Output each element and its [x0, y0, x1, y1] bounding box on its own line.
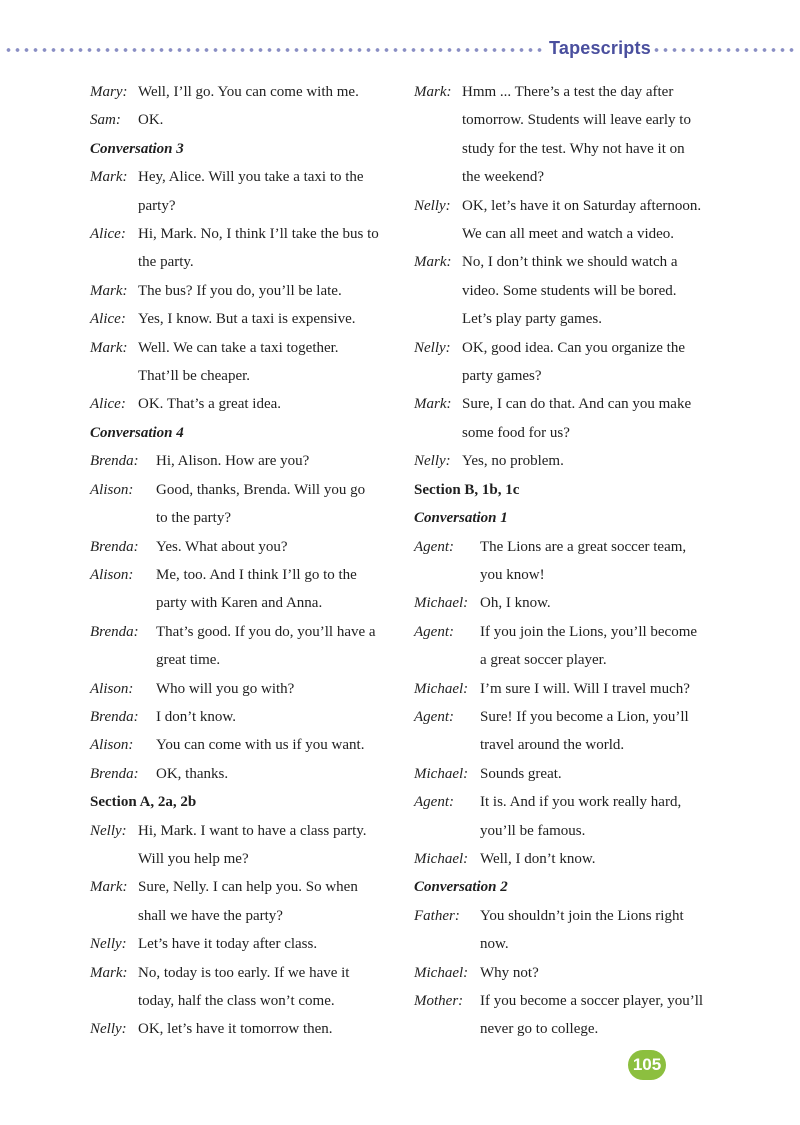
dialogue-text: never go to college.	[480, 1021, 599, 1038]
dialogue-line	[90, 504, 400, 532]
page-number-badge: 105	[628, 1050, 666, 1080]
dialogue-line	[414, 760, 724, 788]
dialogue-line	[414, 334, 724, 362]
dialogue-text: Hmm ... There’s a test the day after	[462, 84, 674, 100]
dialogue-line	[90, 703, 400, 731]
speaker-label: Mark:	[414, 396, 452, 413]
conversation-heading: Conversation 1	[414, 510, 508, 527]
dialogue-line	[414, 78, 724, 106]
speaker-label: Alice:	[90, 311, 126, 328]
dialogue-line	[414, 675, 724, 703]
dialogue-line	[90, 390, 400, 418]
dialogue-text: tomorrow. Students will leave early to	[462, 112, 691, 129]
dialogue-line	[414, 618, 724, 646]
dialogue-line	[90, 731, 400, 759]
right-column	[414, 78, 724, 1044]
dialogue-line	[90, 589, 400, 617]
section-heading: Section B, 1b, 1c	[414, 481, 520, 498]
dialogue-line	[90, 561, 400, 589]
speaker-label: Mark:	[414, 84, 452, 100]
dialogue-text: The bus? If you do, you’ll be late.	[138, 282, 342, 299]
dialogue-line	[90, 930, 400, 958]
dialogue-text: If you become a soccer player, you’ll	[480, 993, 704, 1009]
dialogue-text: Well, I’ll go. You can come with me.	[138, 84, 359, 100]
dialogue-text: study for the test. Why not have it on	[462, 140, 685, 157]
dialogue-text: That’ll be cheaper.	[138, 368, 251, 385]
speaker-label: Brenda:	[90, 623, 139, 640]
header-dotted-rule-left	[4, 47, 542, 53]
speaker-label: Alison:	[90, 737, 134, 754]
dialogue-text: You shouldn’t join the Lions right	[480, 907, 684, 924]
speaker-label: Nelly:	[414, 197, 451, 214]
dialogue-line	[90, 305, 400, 333]
dialogue-text: a great soccer player.	[480, 652, 607, 669]
dialogue-text: Sure! If you become a Lion, you’ll	[480, 708, 689, 725]
speaker-label: Nelly:	[90, 1021, 127, 1038]
dialogue-text: the weekend?	[462, 169, 545, 186]
conversation-heading: Conversation 4	[90, 424, 184, 441]
dialogue-line	[90, 845, 400, 873]
dialogue-text: Let’s have it today after class.	[138, 936, 318, 953]
dialogue-line	[414, 561, 724, 589]
dialogue-text: Yes, no problem.	[462, 453, 564, 470]
dialogue-line	[90, 78, 400, 106]
dialogue-line	[414, 390, 724, 418]
dialogue-text: today, half the class won’t come.	[138, 993, 335, 1009]
dialogue-text: OK.	[138, 112, 164, 129]
dialogue-line	[90, 902, 400, 930]
speaker-label: Alison:	[90, 481, 134, 498]
dialogue-text: It is. And if you work really hard,	[480, 794, 682, 811]
dialogue-text: Well. We can take a taxi together.	[138, 339, 339, 356]
dialogue-text: Let’s play party games.	[462, 311, 602, 328]
speaker-label: Brenda:	[90, 453, 139, 470]
speaker-label: Mark:	[90, 282, 128, 299]
speaker-label: Mother:	[414, 993, 464, 1009]
dialogue-line	[90, 476, 400, 504]
left-column	[90, 78, 400, 1044]
speaker-label: Agent:	[414, 708, 454, 725]
section-heading: Section A, 2a, 2b	[90, 794, 197, 811]
dialogue-text: OK, thanks.	[156, 765, 229, 782]
speaker-label: Nelly:	[414, 453, 451, 470]
speaker-label: Nelly:	[414, 339, 451, 356]
dialogue-text: party games?	[462, 368, 542, 385]
dialogue-text: Who will you go with?	[156, 680, 295, 697]
dialogue-line	[414, 277, 724, 305]
dialogue-text: The Lions are a great soccer team,	[480, 538, 687, 555]
dialogue-line	[414, 902, 724, 930]
speaker-label: Mary:	[90, 84, 128, 100]
dialogue-line	[90, 192, 400, 220]
speaker-label: Michael:	[414, 680, 469, 697]
dialogue-text: Hi, Mark. No, I think I’ll take the bus to	[138, 226, 379, 243]
dialogue-line	[414, 419, 724, 447]
dialogue-text: Good, thanks, Brenda. Will you go	[156, 481, 366, 498]
speaker-label: Alice:	[90, 396, 126, 413]
dialogue-line	[414, 106, 724, 134]
dialogue-text: Me, too. And I think I’ll go to the	[156, 566, 357, 583]
speaker-label: Mark:	[414, 254, 452, 271]
dialogue-text: We can all meet and watch a video.	[462, 226, 675, 243]
speaker-label: Father:	[414, 907, 460, 924]
dialogue-line	[90, 533, 400, 561]
dialogue-line	[90, 646, 400, 674]
speaker-label: Nelly:	[90, 936, 127, 953]
dialogue-text: now.	[480, 936, 509, 953]
speaker-label: Agent:	[414, 538, 454, 555]
speaker-label: Michael:	[414, 765, 469, 782]
page-header	[0, 38, 800, 62]
dialogue-text: party?	[138, 197, 176, 214]
speaker-label: Mark:	[90, 964, 128, 981]
header-dotted-rule-right	[652, 47, 798, 53]
dialogue-line	[90, 447, 400, 475]
speaker-label: Alison:	[90, 680, 134, 697]
dialogue-line	[90, 106, 400, 134]
dialogue-text: party with Karen and Anna.	[156, 595, 323, 612]
conversation-heading: Conversation 3	[90, 140, 184, 157]
dialogue-text: Sounds great.	[480, 765, 562, 782]
dialogue-line	[414, 731, 724, 759]
dialogue-text: You can come with us if you want.	[156, 737, 365, 754]
speaker-label: Mark:	[90, 169, 128, 186]
dialogue-text: great time.	[156, 652, 221, 669]
dialogue-line	[90, 760, 400, 788]
dialogue-text: to the party?	[156, 510, 231, 527]
dialogue-line	[414, 987, 724, 1015]
dialogue-line	[414, 930, 724, 958]
dialogue-text: No, today is too early. If we have it	[138, 964, 350, 981]
dialogue-text: OK, good idea. Can you organize the	[462, 339, 686, 356]
dialogue-line	[414, 1015, 724, 1043]
header-title: Tapescripts	[549, 38, 651, 58]
dialogue-line	[90, 959, 400, 987]
dialogue-text: I’m sure I will. Will I travel much?	[480, 680, 690, 697]
speaker-label: Michael:	[414, 850, 469, 867]
dialogue-line	[414, 362, 724, 390]
dialogue-line	[414, 817, 724, 845]
dialogue-line	[90, 873, 400, 901]
dialogue-line	[414, 163, 724, 191]
dialogue-text: some food for us?	[462, 424, 570, 441]
speaker-label: Nelly:	[90, 822, 127, 839]
dialogue-text: shall we have the party?	[138, 907, 283, 924]
dialogue-text: If you join the Lions, you’ll become	[480, 623, 698, 640]
dialogue-text: OK, let’s have it tomorrow then.	[138, 1021, 333, 1038]
dialogue-line	[90, 163, 400, 191]
dialogue-text: Hi, Alison. How are you?	[156, 453, 310, 470]
dialogue-text: Oh, I know.	[480, 595, 551, 612]
dialogue-line	[90, 248, 400, 276]
speaker-label: Mark:	[90, 879, 128, 896]
dialogue-text: I don’t know.	[156, 708, 236, 725]
speaker-label: Brenda:	[90, 708, 139, 725]
dialogue-text: the party.	[138, 254, 194, 271]
speaker-label: Michael:	[414, 964, 469, 981]
dialogue-text: Hi, Mark. I want to have a class party.	[138, 822, 367, 839]
speaker-label: Brenda:	[90, 765, 139, 782]
dialogue-line	[414, 305, 724, 333]
dialogue-text: That’s good. If you do, you’ll have a	[156, 623, 376, 640]
dialogue-text: OK, let’s have it on Saturday afternoon.	[462, 197, 702, 214]
dialogue-line	[414, 788, 724, 816]
dialogue-line	[414, 845, 724, 873]
dialogue-text: video. Some students will be bored.	[462, 282, 677, 299]
dialogue-text: Why not?	[480, 964, 539, 981]
dialogue-text: you know!	[480, 566, 545, 583]
dialogue-line	[414, 192, 724, 220]
dialogue-line	[90, 220, 400, 248]
dialogue-line	[414, 135, 724, 163]
dialogue-line	[90, 362, 400, 390]
speaker-label: Agent:	[414, 623, 454, 640]
dialogue-line	[90, 817, 400, 845]
dialogue-line	[414, 220, 724, 248]
dialogue-line	[414, 703, 724, 731]
dialogue-line	[90, 618, 400, 646]
speaker-label: Michael:	[414, 595, 469, 612]
speaker-label: Sam:	[90, 112, 121, 129]
dialogue-text: Sure, I can do that. And can you make	[462, 396, 692, 413]
dialogue-line	[414, 533, 724, 561]
dialogue-text: Yes, I know. But a taxi is expensive.	[138, 311, 356, 328]
dialogue-line	[414, 447, 724, 475]
conversation-heading: Conversation 2	[414, 879, 508, 896]
dialogue-text: Yes. What about you?	[156, 538, 288, 555]
dialogue-line	[90, 987, 400, 1015]
speaker-label: Agent:	[414, 794, 454, 811]
dialogue-line	[90, 334, 400, 362]
dialogue-text: OK. That’s a great idea.	[138, 396, 282, 413]
dialogue-text: No, I don’t think we should watch a	[462, 254, 678, 271]
dialogue-line	[414, 646, 724, 674]
dialogue-text: Well, I don’t know.	[480, 850, 596, 867]
dialogue-text: Will you help me?	[138, 850, 249, 867]
dialogue-line	[90, 277, 400, 305]
dialogue-text: Sure, Nelly. I can help you. So when	[138, 879, 358, 896]
dialogue-text: you’ll be famous.	[480, 822, 586, 839]
dialogue-line	[90, 1015, 400, 1043]
dialogue-line	[414, 589, 724, 617]
dialogue-text: Hey, Alice. Will you take a taxi to the	[138, 169, 364, 186]
speaker-label: Mark:	[90, 339, 128, 356]
speaker-label: Brenda:	[90, 538, 139, 555]
dialogue-line	[414, 248, 724, 276]
speaker-label: Alison:	[90, 566, 134, 583]
speaker-label: Alice:	[90, 226, 126, 243]
dialogue-text: travel around the world.	[480, 737, 625, 754]
dialogue-line	[414, 959, 724, 987]
dialogue-line	[90, 675, 400, 703]
